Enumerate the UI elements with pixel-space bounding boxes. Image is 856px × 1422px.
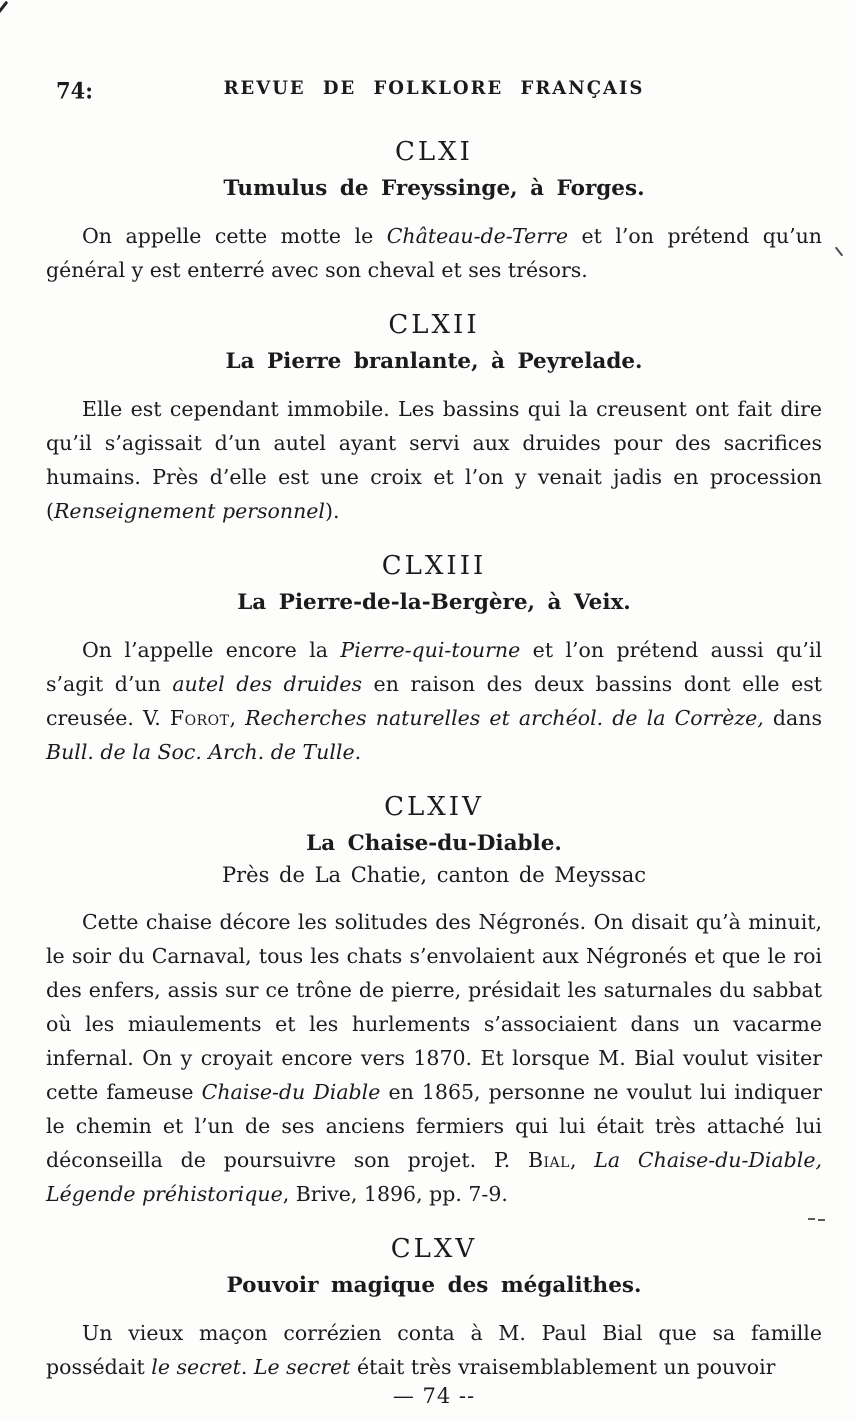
- italic-run: Recherches naturelles et archéol. de la Corrèze,: [245, 706, 764, 730]
- section-clxv: [46, 1235, 822, 1384]
- section-paragraph: [46, 633, 822, 769]
- italic-run: autel des druides: [172, 672, 363, 696]
- section-number: CLXIV: [384, 792, 484, 822]
- section-title: La Chaise-du-Diable.: [306, 831, 562, 856]
- scan-artifact-tick: [835, 247, 843, 257]
- section-clxiii: [46, 552, 822, 769]
- text-run: Un vieux maçon corrézien conta à M. Paul Bial que sa famille possédait: [46, 1321, 822, 1379]
- section-clxi: [46, 138, 822, 287]
- text-run: , Brive, 1896, pp. 7-9.: [282, 1182, 508, 1206]
- section-number: CLXI: [395, 137, 473, 167]
- italic-run: Château-de-Terre: [386, 224, 568, 248]
- text-run: ,: [229, 706, 246, 730]
- section-number: CLXII: [388, 310, 480, 340]
- page-footer: [46, 1384, 822, 1408]
- text-run: .: [240, 1355, 254, 1379]
- section-clxiv: [46, 793, 822, 1211]
- section-title: Pouvoir magique des mégalithes.: [226, 1273, 642, 1298]
- text-run: en raison des deux bassins dont elle est creusée. V.: [46, 672, 822, 730]
- text-run: ,: [569, 1148, 595, 1172]
- italic-run: Bull. de la Soc. Arch. de Tulle.: [46, 740, 362, 764]
- text-run: ).: [324, 499, 340, 523]
- scan-artifact-dashes: [808, 1218, 815, 1220]
- text-run: et l’on prétend aussi qu’il s’agit d’un: [46, 638, 823, 696]
- section-subtitle: Près de La Chatie, canton de Meyssac: [221, 863, 647, 887]
- page-header: [46, 78, 822, 104]
- italic-run: Renseignement personnel: [54, 499, 325, 523]
- text-run: Elle est cependant immobile. Les bassins qui la creusent ont fait dire qu’il s’agissait d’un autel ayant servi aux druides pour des sacrifices humains. Près d’elle est une croix et l’on y venait jadis en procession (: [46, 397, 822, 523]
- section-paragraph: [46, 905, 822, 1211]
- section-clxii: [46, 311, 822, 528]
- italic-run: La Chaise-du-Diable, Légende préhistorique: [46, 1148, 822, 1206]
- italic-run: Pierre-qui-tourne: [340, 638, 521, 662]
- italic-run: Le secret: [253, 1355, 351, 1379]
- italic-run: le secret: [151, 1355, 241, 1379]
- text-run: On appelle cette motte le: [82, 224, 387, 248]
- section-paragraph: [46, 392, 822, 528]
- folio-page-number: 74:: [56, 77, 93, 104]
- section-paragraph: [46, 219, 822, 287]
- section-title: La Pierre-de-la-Bergère, à Veix.: [237, 590, 631, 615]
- text-run: On l’appelle encore la: [82, 638, 341, 662]
- section-number: CLXV: [390, 1234, 478, 1264]
- text-run: était très vraisemblablement un pouvoir: [350, 1355, 776, 1379]
- section-title: La Pierre branlante, à Peyrelade.: [225, 349, 643, 374]
- running-title: REVUE DE FOLKLORE FRANÇAIS: [223, 77, 645, 100]
- text-run: en 1865, personne ne voulut lui indiquer le chemin et l’un de ses anciens fermiers qui lui était très attaché lui déconseilla de poursuivre son projet. P.: [46, 1080, 822, 1172]
- footer-page-number: — 74 --: [392, 1384, 476, 1408]
- text-run: Cette chaise décore les solitudes des Négronés. On disait qu’à minuit, le soir du Carnaval, tous les chats s’envolaient aux Négronés et que le roi des enfers, assis sur ce trône de pierre, présidait les saturnales du sabbat où les miaulements et les hurlements s’associaient dans un vacarme infernal. On y croyait encore vers 1870. Et lorsque M. Bial voulut visiter cette fameuse: [46, 910, 822, 1104]
- section-title: Tumulus de Freyssinge, à Forges.: [223, 176, 645, 201]
- section-number: CLXIII: [381, 551, 487, 581]
- italic-run: Chaise-du Diable: [201, 1080, 381, 1104]
- smallcaps-run: Forot: [169, 706, 230, 730]
- section-paragraph: [46, 1316, 822, 1384]
- text-run: et l’on prétend qu’un général y est enterré avec son cheval et ses trésors.: [46, 224, 822, 282]
- smallcaps-run: Bial: [527, 1148, 570, 1172]
- scan-artifact-corner: [0, 1, 8, 15]
- text-run: dans: [763, 706, 822, 730]
